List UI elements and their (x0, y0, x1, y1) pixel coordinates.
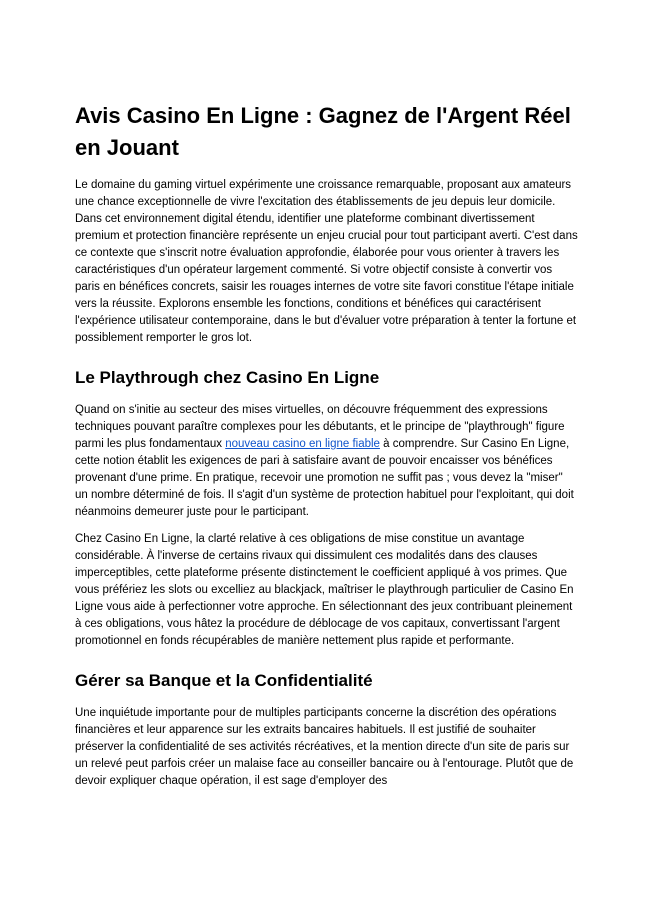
paragraph-text-after-link: à comprendre. Sur Casino En Ligne, cette notion établit les exigences de pari à satisfaire avant de pouvoir encaisser vos bénéfices provenant d'une prime. En pratique, recevoir une promotion ne suffit pas ; vous devez la "miser" un nombre déterminé de fois. Il s'agit d'un système de protection habituel pour l'exploitant, qui doit néanmoins demeurer juste pour le participant. (75, 437, 574, 518)
section-heading-playthrough: Le Playthrough chez Casino En Ligne (75, 367, 380, 387)
paragraph-playthrough-1 (75, 402, 578, 521)
paragraph-playthrough-2: Chez Casino En Ligne, la clarté relative à ces obligations de mise constitue un avantage considérable. À l'inverse de certains rivaux qui dissimulent ces modalités dans des clauses imperceptibles, cette plateforme présente distinctement le coefficient appliqué à vos primes. Que vous préfériez les slots ou excelliez au blackjack, maîtriser le playthrough particulier de Casino En Ligne vous aide à perfectionner votre approche. En sélectionnant des jeux contribuant pleinement à ces obligations, vous hâtez la procédure de déblocage de vos capitaux, convertissant l'argent promotionnel en fonds récupérables de manière nettement plus rapide et performante. (75, 532, 574, 647)
intro-paragraph: Le domaine du gaming virtuel expérimente une croissance remarquable, proposant aux amateurs une chance exceptionnelle de vivre l'excitation des établissements de jeu depuis leur domicile. Dans cet environnement digital étendu, identifier une plateforme combinant divertissement premium et protection financière représente un enjeu crucial pour tout participant averti. C'est dans ce contexte que s'inscrit notre évaluation approfondie, élaborée pour vous orienter à travers les caractéristiques d'un opérateur largement commenté. Si votre objectif consiste à convertir vos paris en bénéfices concrets, saisir les rouages internes de votre site favori constitue l'étape initiale vers la réussite. Explorons ensemble les fonctions, conditions et bénéfices qui caractérisent l'expérience utilisateur contemporaine, dans le but d'évaluer votre préparation à tenter la fortune et possiblement remporter le gros lot. (75, 178, 578, 344)
paragraph-text-before-link: Quand on s'initie au secteur des mises virtuelles, on découvre fréquemment des expressions techniques pouvant paraître complexes pour les débutants, et le principe de "playthrough" figure parmi les plus fondamentaux (75, 403, 565, 450)
inline-text-link[interactable]: nouveau casino en ligne fiable (225, 437, 380, 450)
section-heading-banking: Gérer sa Banque et la Confidentialité (75, 670, 373, 690)
paragraph-banking-1: Une inquiétude importante pour de multiples participants concerne la discrétion des opérations financières et leur apparence sur les extraits bancaires habituels. Il est justifié de souhaiter préserver la confidentialité de ses activités récréatives, et la mention directe d'un site de paris sur un relevé peut parfois créer un malaise face au conseiller bancaire ou à l'entourage. Plutôt que de devoir expliquer chaque opération, il est sage d'employer des (75, 706, 574, 787)
page-title: Avis Casino En Ligne : Gagnez de l'Argent Réel en Jouant (75, 103, 571, 160)
